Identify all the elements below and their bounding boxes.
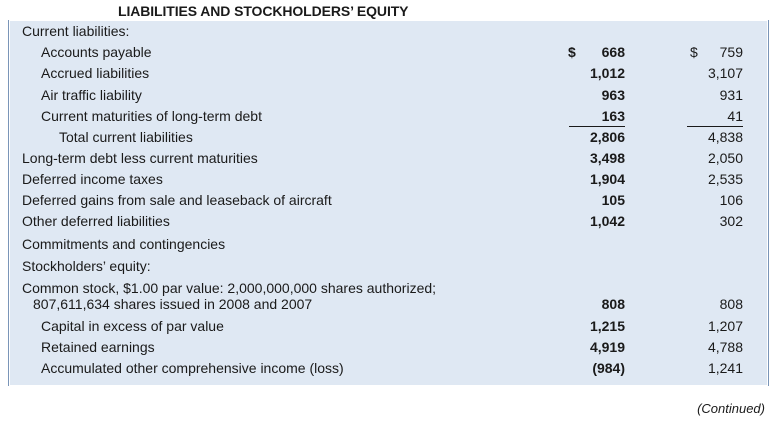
value-col1: 163 [601,108,625,124]
table-row [0,21,777,42]
value-col2: 3,107 [707,65,743,81]
currency-symbol: $ [568,44,576,60]
row-label: Commitments and contingencies [22,236,226,252]
row-label: Current maturities of long-term debt [41,108,262,124]
row-label: Capital in excess of par value [41,318,224,334]
table-row [0,148,777,169]
row-label: Air traffic liability [41,87,142,103]
value-col2: 4,838 [707,129,743,145]
value-col2: 1,207 [707,318,743,334]
value-col2: 4,788 [707,339,743,355]
value-col2: 2,050 [707,150,743,166]
value-col2: 2,535 [707,171,743,187]
value-col1: 105 [601,192,625,208]
row-label: Accrued liabilities [41,65,150,81]
row-label: Stockholders’ equity: [22,258,151,274]
value-col1: 963 [601,87,625,103]
row-label: Long-term debt less current maturities [22,150,258,166]
table-row [0,211,777,232]
table-row [0,256,777,277]
table-row [0,294,777,315]
currency-symbol: $ [690,44,698,60]
value-col1: 808 [601,296,625,312]
table-row [0,337,777,358]
value-col2: 759 [719,44,743,60]
row-label: Retained earnings [41,339,155,355]
value-col1: (984) [592,360,625,376]
value-col2: 41 [727,108,743,124]
table-row [0,63,777,84]
table-row [0,316,777,337]
value-col2: 931 [719,87,743,103]
value-col2: 1,241 [707,360,743,376]
value-col2: 302 [719,213,743,229]
value-col1: 3,498 [589,150,625,166]
row-label: Accounts payable [41,44,152,60]
row-label: Deferred income taxes [22,171,163,187]
section-title: LIABILITIES AND STOCKHOLDERS’ EQUITY [118,3,409,19]
table-row [0,169,777,190]
row-label: Other deferred liabilities [22,213,170,229]
value-col1: 4,919 [589,339,625,355]
table-row [0,234,777,255]
row-label: Deferred gains from sale and leaseback of aircraft [22,192,332,208]
row-label: 807,611,634 shares issued in 2008 and 2007 [33,296,313,312]
value-col2: 106 [719,192,743,208]
row-label: Current liabilities: [22,23,130,39]
table-row [0,358,777,379]
value-col1: 1,215 [589,318,625,334]
value-col1: 1,904 [589,171,625,187]
row-label: Common stock, $1.00 par value: 2,000,000,000 shares authorized; [22,280,437,296]
value-col1: 1,012 [589,65,625,81]
table-row [0,85,777,106]
row-label: Accumulated other comprehensive income (loss) [41,360,344,376]
table-row [0,190,777,211]
table-row [0,106,777,127]
value-col1: 668 [601,44,625,60]
table-row [0,42,777,63]
value-col1: 1,042 [589,213,625,229]
table-row [0,127,777,148]
value-col2: 808 [719,296,743,312]
continued-note: (Continued) [697,401,765,416]
value-col1: 2,806 [589,129,625,145]
row-label: Total current liabilities [59,129,193,145]
